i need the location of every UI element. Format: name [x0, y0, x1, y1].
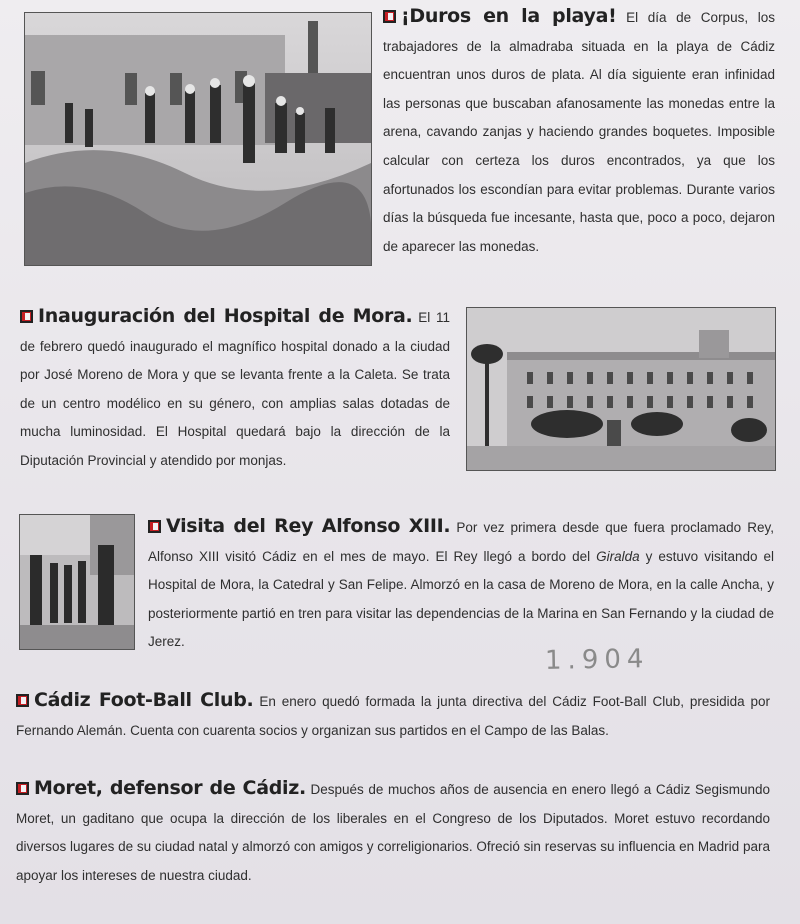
body-rey-part2: y estuvo visitando el Hospital de Mora, la Catedral y San Felipe. Almorzó en la casa de Moreno de Mora, en la calle Ancha, y posteriormente partió en tren para visitar las dependencias de la Marina en San Fernando y la ciudad de Jerez.: [148, 548, 774, 650]
beach-photo: [24, 12, 372, 266]
article-moret: [16, 774, 770, 890]
king-visit-photo: [19, 514, 135, 650]
headline-football: Cádiz Foot-Ball Club.: [34, 689, 254, 711]
body-hospital: El 11 de febrero quedó inaugurado el magnífico hospital donado a la ciudad por José Moreno de Mora y que se levanta frente a la Caleta. Se trata de un centro modélico en su género, con amplias salas dotadas de mucha luminosidad. El Hospital quedará bajo la dirección de la Diputación Provincial y atendido por monjas.: [20, 310, 450, 468]
article-rey: [148, 512, 774, 657]
headline-rey: Visita del Rey Alfonso XIII.: [166, 515, 451, 537]
headline-hospital: Inauguración del Hospital de Mora.: [38, 305, 413, 327]
section-marker-icon: [16, 694, 29, 707]
article-football: [16, 686, 770, 745]
body-rey-ship-name: Giralda: [596, 548, 640, 564]
body-duros: El día de Corpus, los trabajadores de la almadraba situada en la playa de Cádiz encuentran unos duros de plata. Al día siguiente eran infinidad las personas que buscaban afanosamente las monedas entre la arena, cavando zanjas y haciendo grandes boquetes. Imposible calcular con certeza los duros encontrados, ya que los afortunados los escondían para evitar problemas. Durante varios días la búsqueda fue incesante, hasta que, poco a poco, dejaron de aparecer las monedas.: [383, 10, 775, 254]
body-football: En enero quedó formada la junta directiva del Cádiz Foot-Ball Club, presidida por Fernando Alemán. Cuenta con cuarenta socios y organizan sus partidos en el Campo de las Balas.: [16, 694, 771, 738]
body-rey-part1: Por vez primera desde que fuera proclamado Rey, Alfonso XIII visitó Cádiz en el mes de mayo. El Rey llegó a bordo del: [148, 520, 774, 564]
body-moret: Después de muchos años de ausencia en enero llegó a Cádiz Segismundo Moret, un gaditano que ocupa la dirección de los liberales en el Congreso de los Diputados. Moret estuvo recordando diversos lugares de su ciudad natal y almorzó con amigos y correligionarios. Ofreció sin reservas su influencia en Madrid para apoyar los intereses de nuestra ciudad.: [16, 782, 770, 883]
headline-moret: Moret, defensor de Cádiz.: [34, 777, 306, 799]
section-marker-icon: [148, 520, 161, 533]
article-hospital: [20, 302, 450, 476]
handwritten-year: 1.904: [544, 644, 650, 676]
hospital-photo: [466, 307, 776, 471]
section-marker-icon: [16, 782, 29, 795]
article-duros: [383, 2, 775, 261]
section-marker-icon: [20, 310, 33, 323]
headline-duros: ¡Duros en la playa!: [401, 5, 617, 27]
section-marker-icon: [383, 10, 396, 23]
